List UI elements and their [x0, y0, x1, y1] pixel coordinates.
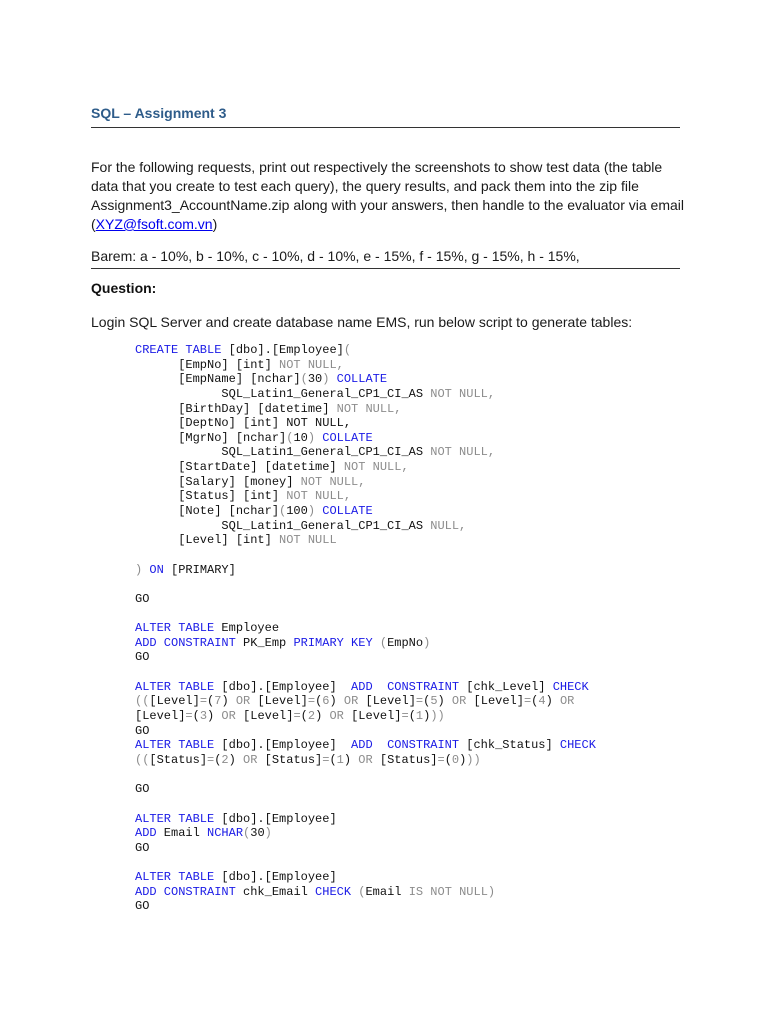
sql-operator: ( [286, 430, 294, 445]
sql-text: ) [437, 694, 445, 709]
sql-keyword: COLLATE [322, 430, 373, 445]
sql-operator: NOT NULL, [430, 445, 496, 460]
sql-text: ) [315, 709, 323, 724]
sql-operator: 2 [307, 709, 316, 724]
sql-text: ( [207, 694, 215, 709]
code-line [135, 621, 596, 636]
code-line [135, 841, 596, 856]
email-link[interactable]: XYZ@fsoft.com.vn [95, 216, 213, 232]
sql-operator: IS NOT NULL [408, 884, 488, 899]
sql-operator: 2 [221, 752, 229, 767]
barem-divider [91, 268, 680, 269]
sql-text: 30 [307, 372, 323, 387]
sql-keyword: ALTER TABLE [135, 870, 215, 885]
sql-keyword: ALTER TABLE [135, 679, 215, 694]
sql-keyword: ON [149, 562, 164, 577]
sql-keyword: ALTER TABLE [135, 811, 215, 826]
sql-operator: (( [135, 694, 150, 709]
sql-script-block [135, 343, 596, 914]
sql-text: ) [221, 694, 229, 709]
sql-operator: ) [423, 635, 431, 650]
sql-text: ( [423, 694, 431, 709]
sql-keyword: PRIMARY KEY [293, 635, 373, 650]
sql-text: ) [545, 694, 553, 709]
sql-operator: ) [307, 430, 316, 445]
sql-operator: = [401, 709, 409, 724]
sql-keyword: ADD CONSTRAINT [135, 884, 236, 899]
sql-text: [StartDate] [datetime] [135, 460, 344, 475]
sql-text: GO [135, 840, 150, 855]
sql-operator: = [207, 752, 215, 767]
sql-operator: 1 [415, 709, 424, 724]
code-line [135, 753, 596, 768]
sql-text: [DeptNo] [int] NOT NULL, [135, 416, 352, 431]
sql-operator: 1 [336, 752, 344, 767]
code-line [135, 797, 596, 812]
code-line [135, 885, 596, 900]
sql-text: [Level] [149, 694, 200, 709]
sql-operator: OR [351, 752, 380, 767]
sql-keyword: CHECK [315, 884, 352, 899]
sql-operator: NOT NULL, [286, 489, 352, 504]
code-line [135, 343, 596, 358]
code-line [135, 724, 596, 739]
code-line [135, 504, 596, 519]
sql-text: GO [135, 650, 150, 665]
sql-operator: NULL, [430, 518, 467, 533]
sql-keyword: CHECK [559, 738, 596, 753]
sql-operator: NOT NULL, [300, 474, 366, 489]
sql-keyword: COLLATE [336, 372, 388, 387]
sql-text: [dbo].[Employee] [214, 679, 352, 694]
sql-text: [chk_Level] [459, 679, 553, 694]
code-line [135, 650, 596, 665]
sql-operator: NOT NULL, [430, 386, 496, 401]
sql-operator: ) [264, 826, 272, 841]
sql-text: 100 [286, 504, 308, 519]
sql-keyword: CONSTRAINT [387, 679, 460, 694]
sql-text: [Level] [473, 694, 524, 709]
code-line [135, 563, 596, 578]
sql-text: ( [329, 752, 337, 767]
sql-text: [dbo].[Employee] [214, 870, 337, 885]
code-line [135, 358, 596, 373]
sql-text: [Level] [int] [135, 533, 280, 548]
sql-operator: ( [300, 372, 308, 387]
sql-text: [Status] [int] [135, 489, 287, 504]
sql-text: ( [531, 694, 539, 709]
sql-text: [Status] [264, 752, 323, 767]
sql-operator: = [322, 752, 330, 767]
intro-text: For the following requests, print out respectively the screenshots to show test data (the table data that you create to test each query), the query results, and pack them into the zip file Assignment3_AccountName.zip along with your answers, then handle to the evaluator via email ( [91, 159, 684, 232]
sql-operator: OR [214, 709, 244, 724]
sql-keyword: ADD [135, 826, 157, 841]
sql-operator: 4 [538, 694, 546, 709]
code-line [135, 372, 596, 387]
sql-operator: ) [322, 372, 330, 387]
sql-text: GO [135, 899, 150, 914]
sql-text: Email [156, 826, 208, 841]
sql-text: [chk_Status] [459, 738, 560, 753]
sql-text: Email [365, 884, 409, 899]
sql-operator: OR [322, 709, 352, 724]
document-title: SQL – Assignment 3 [91, 105, 227, 121]
sql-operator: (( [135, 752, 150, 767]
sql-text: ( [300, 709, 308, 724]
sql-operator: 0 [451, 752, 460, 767]
sql-operator: = [307, 694, 316, 709]
sql-keyword: ALTER TABLE [135, 738, 215, 753]
sql-operator: = [185, 709, 193, 724]
code-line [135, 548, 596, 563]
sql-keyword: CHECK [552, 679, 589, 694]
sql-text: EmpNo [387, 635, 424, 650]
sql-text: 30 [250, 826, 265, 841]
sql-operator: NOT NULL, [336, 401, 402, 416]
sql-operator: 5 [430, 694, 438, 709]
intro-paragraph [91, 158, 686, 234]
sql-text: [EmpName] [nchar] [135, 372, 301, 387]
sql-keyword: COLLATE [322, 504, 373, 519]
sql-text: 10 [293, 430, 308, 445]
code-line [135, 387, 596, 402]
sql-keyword: ADD [351, 679, 373, 694]
code-line [135, 636, 596, 651]
sql-text: [PRIMARY] [163, 562, 236, 577]
code-line [135, 445, 596, 460]
code-line [135, 826, 596, 841]
sql-keyword: ADD CONSTRAINT [135, 635, 236, 650]
sql-operator: ( [279, 504, 287, 519]
sql-keyword: CONSTRAINT [387, 738, 460, 753]
sql-text: [Level] [135, 709, 186, 724]
sql-operator: OR [228, 694, 258, 709]
sql-keyword: ADD [351, 738, 373, 753]
code-line [135, 709, 596, 724]
code-line [135, 870, 596, 885]
sql-text: chk_Email [235, 884, 316, 899]
sql-text: [dbo].[Employee] [221, 343, 344, 357]
title-divider [91, 127, 680, 128]
sql-operator: = [437, 752, 445, 767]
code-line [135, 899, 596, 914]
sql-text: Employee [214, 621, 280, 636]
code-line [135, 607, 596, 622]
code-line [135, 519, 596, 534]
sql-operator: = [415, 694, 424, 709]
code-line [135, 768, 596, 783]
sql-operator: )) [466, 752, 481, 767]
sql-text: [Note] [nchar] [135, 504, 280, 519]
sql-text: ) [459, 752, 467, 767]
sql-text [373, 636, 380, 650]
sql-text: ( [192, 709, 200, 724]
sql-keyword: NCHAR [207, 826, 244, 841]
code-line [135, 475, 596, 490]
code-line [135, 694, 596, 709]
sql-text [373, 738, 387, 752]
code-line [135, 812, 596, 827]
sql-text: SQL_Latin1_General_CP1_CI_AS [135, 386, 431, 401]
intro-text-end: ) [212, 216, 218, 232]
sql-text [329, 372, 336, 386]
sql-text: ) [207, 709, 215, 724]
sql-text: [EmpNo] [int] [135, 357, 280, 372]
code-line [135, 665, 596, 680]
sql-text: [dbo].[Employee] [214, 811, 337, 826]
sql-operator: OR [552, 694, 575, 709]
sql-text: ) [329, 694, 337, 709]
sql-text: [dbo].[Employee] [214, 738, 352, 753]
sql-operator: NOT NULL, [343, 460, 409, 475]
sql-text: GO [135, 723, 150, 738]
sql-text: ) [343, 752, 352, 767]
sql-operator: ( [379, 635, 388, 650]
sql-text: SQL_Latin1_General_CP1_CI_AS [135, 518, 431, 533]
code-line [135, 592, 596, 607]
sql-text: [MgrNo] [nchar] [135, 430, 287, 445]
sql-operator: ( [343, 343, 352, 357]
sql-text: ( [444, 752, 452, 767]
sql-text: [Level] [257, 694, 308, 709]
sql-text: ( [408, 709, 416, 724]
sql-text: [Level] [365, 694, 416, 709]
code-line [135, 489, 596, 504]
code-line [135, 402, 596, 417]
code-line [135, 855, 596, 870]
sql-text: [Level] [243, 709, 294, 724]
sql-operator: = [523, 694, 532, 709]
sql-text: [Status] [149, 752, 208, 767]
sql-text: PK_Emp [235, 635, 294, 650]
code-line [135, 680, 596, 695]
sql-text: [Level] [351, 709, 402, 724]
code-line [135, 416, 596, 431]
sql-operator: ) [307, 504, 316, 519]
code-line [135, 738, 596, 753]
code-line [135, 577, 596, 592]
sql-operator: 6 [322, 694, 330, 709]
question-label: Question: [91, 280, 157, 296]
barem-text: Barem: a - 10%, b - 10%, c - 10%, d - 10%, e - 15%, f - 15%, g - 15%, h - 15%, [91, 248, 580, 264]
sql-operator: ( [358, 884, 366, 899]
sql-text: ( [315, 694, 323, 709]
sql-operator: 7 [214, 694, 222, 709]
sql-operator: OR [235, 752, 265, 767]
sql-text: ( [214, 752, 222, 767]
sql-keyword: CREATE TABLE [135, 343, 222, 357]
code-line [135, 782, 596, 797]
sql-text: GO [135, 591, 150, 606]
sql-operator: OR [336, 694, 366, 709]
sql-operator: = [199, 694, 208, 709]
code-line [135, 431, 596, 446]
sql-operator: ) [487, 884, 496, 899]
code-line [135, 533, 596, 548]
sql-text: [Status] [379, 752, 438, 767]
sql-operator: )) [430, 709, 445, 724]
sql-text: [BirthDay] [datetime] [135, 401, 337, 416]
sql-text: ) [423, 709, 431, 724]
sql-operator: NOT NULL [279, 533, 337, 548]
sql-operator: NOT NULL, [279, 357, 344, 372]
sql-text: GO [135, 782, 150, 797]
sql-operator: OR [444, 694, 474, 709]
login-instruction: Login SQL Server and create database name EMS, run below script to generate tables: [91, 314, 633, 330]
sql-operator: ) [135, 562, 143, 577]
sql-text: ) [228, 752, 236, 767]
sql-text [373, 680, 387, 694]
sql-operator: ( [243, 826, 251, 841]
sql-keyword: ALTER TABLE [135, 621, 215, 636]
sql-text: SQL_Latin1_General_CP1_CI_AS [135, 445, 431, 460]
sql-operator: = [293, 709, 301, 724]
sql-text: [Salary] [money] [135, 474, 301, 489]
sql-operator: 3 [199, 709, 208, 724]
code-line [135, 460, 596, 475]
